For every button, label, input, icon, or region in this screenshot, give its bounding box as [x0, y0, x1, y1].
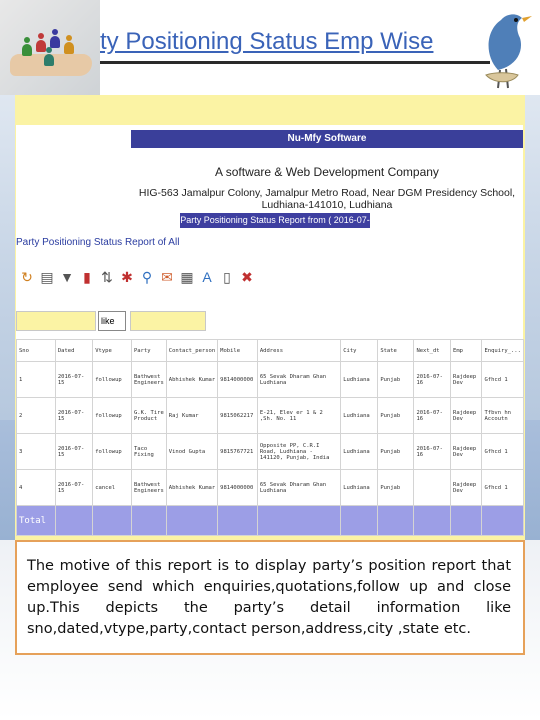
- table-row[interactable]: [17, 434, 524, 470]
- table-cell: Punjab: [378, 362, 414, 398]
- table-cell: G.K. Tire Product: [132, 398, 167, 434]
- figure-icon: [36, 40, 46, 52]
- company-tagline: A software & Web Development Company: [215, 165, 439, 179]
- table-cell: [166, 506, 217, 536]
- table-cell: Ludhiana: [341, 398, 378, 434]
- table-cell: [93, 506, 132, 536]
- table-cell: 9815767721: [218, 434, 258, 470]
- table-cell: Punjab: [378, 470, 414, 506]
- report-page: [16, 125, 523, 535]
- column-header[interactable]: Sno: [17, 340, 56, 362]
- table-cell: Abhishek Kumar: [166, 362, 217, 398]
- table-cell: [55, 506, 92, 536]
- table-cell: Opposite PP, C.R.I Road, Ludhiana - 141120, Punjab, India: [257, 434, 340, 470]
- report-period: Party Positioning Status Report from ( 2016-07-15 to 2016-07-15 ): [180, 215, 370, 240]
- table-cell: followup: [93, 398, 132, 434]
- filter-icon[interactable]: ▼: [60, 269, 74, 285]
- close-icon[interactable]: ✖: [241, 269, 253, 285]
- table-cell: E-21, Elev er 1 & 2 ,Sh. No. 11: [257, 398, 340, 434]
- column-header[interactable]: Address: [257, 340, 340, 362]
- table-row[interactable]: [17, 362, 524, 398]
- font-icon[interactable]: A: [202, 269, 212, 285]
- table-cell: 9815062217: [218, 398, 258, 434]
- table-cell: Gfhcd 1: [482, 362, 524, 398]
- column-header[interactable]: Next_dt: [414, 340, 451, 362]
- table-cell: Punjab: [378, 434, 414, 470]
- table-cell: 3: [17, 434, 56, 470]
- report-heading: Party Positioning Status Report of All: [16, 237, 180, 248]
- table-cell: [257, 506, 340, 536]
- total-label: Total: [17, 506, 56, 536]
- table-cell: 4: [17, 470, 56, 506]
- table-cell: Taco Fixing: [132, 434, 167, 470]
- people-on-hand-image: [0, 0, 100, 95]
- slide-title: ty Positioning Status Emp Wise: [100, 28, 434, 55]
- table-cell: Bathwest Engineers: [132, 362, 167, 398]
- column-header[interactable]: Mobile: [218, 340, 258, 362]
- table-cell: followup: [93, 434, 132, 470]
- column-header[interactable]: City: [341, 340, 378, 362]
- table-cell: [378, 506, 414, 536]
- table-cell: [414, 470, 451, 506]
- table-cell: Gfhcd 1: [482, 470, 524, 506]
- table-cell: Rajdeep Dev: [451, 398, 482, 434]
- company-address: HIG-563 Jamalpur Colony, Jamalpur Metro Road, Near DGM Presidency School, Ludhiana-141010, Ludhiana: [138, 187, 516, 211]
- table-cell: Gfhcd 1: [482, 434, 524, 470]
- table-cell: [132, 506, 167, 536]
- column-header[interactable]: State: [378, 340, 414, 362]
- print-icon[interactable]: ▤: [40, 269, 54, 285]
- table-cell: Ludhiana: [341, 362, 378, 398]
- settings-icon[interactable]: ✱: [121, 269, 133, 285]
- table-cell: [341, 506, 378, 536]
- refresh-icon[interactable]: ↻: [21, 269, 33, 285]
- table-cell: 1: [17, 362, 56, 398]
- table-row[interactable]: [17, 470, 524, 506]
- table-cell: 65 Sevak Dharam Ghan Ludhiana: [257, 362, 340, 398]
- filter-row: [16, 311, 216, 333]
- table-cell: followup: [93, 362, 132, 398]
- table-total-row: [17, 506, 524, 536]
- column-header[interactable]: Emp: [451, 340, 482, 362]
- report-table: [16, 339, 524, 536]
- email-icon[interactable]: ✉: [161, 269, 173, 285]
- export-pdf-icon[interactable]: ▮: [83, 269, 91, 285]
- column-header[interactable]: Contact_person: [166, 340, 217, 362]
- table-cell: cancel: [93, 470, 132, 506]
- title-underline: [100, 61, 490, 64]
- table-cell: 2016-07-15: [55, 398, 92, 434]
- table-cell: Rajdeep Dev: [451, 470, 482, 506]
- table-cell: 2016-07-16: [414, 362, 451, 398]
- table-cell: Rajdeep Dev: [451, 434, 482, 470]
- table-cell: Ludhiana: [341, 470, 378, 506]
- table-cell: 65 Sevak Dharam Ghan Ludhiana: [257, 470, 340, 506]
- table-cell: [451, 506, 482, 536]
- table-cell: Vinod Gupta: [166, 434, 217, 470]
- column-header[interactable]: Vtype: [93, 340, 132, 362]
- table-cell: [218, 506, 258, 536]
- table-cell: [482, 506, 524, 536]
- table-cell: 2016-07-16: [414, 434, 451, 470]
- table-cell: 2016-07-15: [55, 470, 92, 506]
- bird-illustration: [476, 0, 536, 90]
- search-icon[interactable]: ⚲: [141, 269, 153, 285]
- table-cell: Raj Kumar: [166, 398, 217, 434]
- report-toolbar: [16, 263, 276, 291]
- table-cell: Tfbvn hn Accoutn: [482, 398, 524, 434]
- figure-icon: [44, 54, 54, 66]
- filter-field-input[interactable]: [16, 311, 96, 331]
- description-box: The motive of this report is to display party’s position report that employee send which enquiries,quotations,follow up and close up.This depicts the party’s detail information like sno,dated,vtype,party,contact person,address,city ,state etc.: [15, 540, 525, 655]
- figure-icon: [50, 36, 60, 48]
- table-header-row: [17, 340, 524, 362]
- figure-icon: [22, 44, 32, 56]
- sort-icon[interactable]: ⇅: [101, 269, 113, 285]
- table-cell: 2016-07-15: [55, 434, 92, 470]
- grid-icon[interactable]: ▦: [180, 269, 194, 285]
- filter-value-input[interactable]: [130, 311, 206, 331]
- column-header[interactable]: Dated: [55, 340, 92, 362]
- table-cell: 9814000000: [218, 362, 258, 398]
- table-cell: Bathwest Engineers: [132, 470, 167, 506]
- brand-bar: Nu-Mfy Software: [131, 130, 523, 148]
- table-cell: Ludhiana: [341, 434, 378, 470]
- column-header[interactable]: Enquiry_...: [482, 340, 524, 362]
- table-cell: 2016-07-16: [414, 398, 451, 434]
- table-cell: 2: [17, 398, 56, 434]
- column-header[interactable]: Party: [132, 340, 167, 362]
- table-cell: 2016-07-15: [55, 362, 92, 398]
- table-cell: Abhishek Kumar: [166, 470, 217, 506]
- table-cell: 9814000000: [218, 470, 258, 506]
- table-cell: [414, 506, 451, 536]
- filter-operator-select[interactable]: like: [98, 311, 126, 331]
- document-icon[interactable]: ▯: [223, 269, 231, 285]
- table-row[interactable]: [17, 398, 524, 434]
- table-cell: Punjab: [378, 398, 414, 434]
- table-cell: Rajdeep Dev: [451, 362, 482, 398]
- figure-icon: [64, 42, 74, 54]
